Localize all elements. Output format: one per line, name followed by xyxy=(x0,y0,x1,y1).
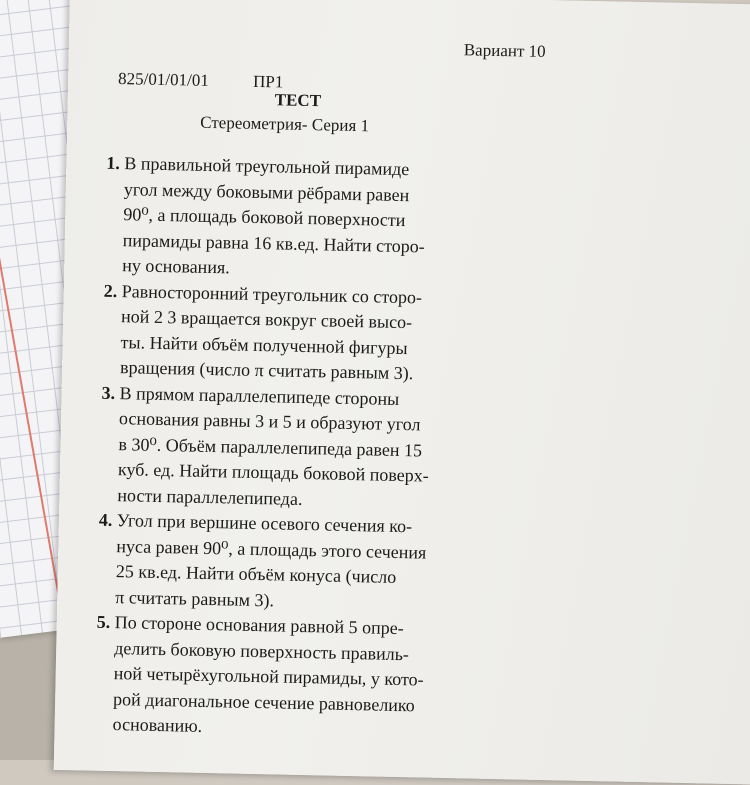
variant-label: Вариант 10 xyxy=(463,40,546,61)
problem-line: ной 2 3 вращается вокруг своей высо- xyxy=(120,306,413,333)
problem-line: ности параллелепипеда. xyxy=(117,484,303,509)
problem-item xyxy=(94,610,497,746)
problem-line: ты. Найти объём полученной фигуры xyxy=(120,331,408,358)
problem-text xyxy=(115,508,427,616)
problem-line: 90⁰, а площадь боковой поверхности xyxy=(123,204,406,231)
problem-line: основанию. xyxy=(112,714,203,736)
problem-line: вращения (число π считать равным 3). xyxy=(119,357,414,384)
problem-number: 1. xyxy=(106,152,121,174)
problem-number: 5. xyxy=(96,611,111,632)
problem-line: Угол при вершине осевого сечения ко- xyxy=(116,510,413,537)
problem-number: 4. xyxy=(98,509,113,531)
document-code: 825/01/01/01 xyxy=(117,69,210,90)
problem-item xyxy=(99,380,502,516)
problem-line: ну основания. xyxy=(122,255,230,278)
problem-text xyxy=(122,151,427,285)
problem-text xyxy=(120,279,422,387)
problem-line: В прямом параллелепипеде стороны xyxy=(119,382,400,409)
problem-text xyxy=(112,610,425,744)
problem-number: 3. xyxy=(101,382,116,403)
problem-item xyxy=(104,151,507,287)
problem-item xyxy=(97,508,499,618)
problem-line: Равносторонний треугольник со сторо- xyxy=(121,280,423,307)
problem-line: в 30⁰. Объём параллелепипеда равен 15 xyxy=(118,433,423,460)
problem-line: делить боковую поверхность правиль- xyxy=(114,637,410,664)
problem-list xyxy=(94,151,506,746)
problem-line: 25 кв.ед. Найти объём конуса (число xyxy=(115,561,397,587)
problem-line: пирамиды равна 16 кв.ед. Найти сторо- xyxy=(122,229,425,256)
problem-line: В правильной треугольной пирамиде xyxy=(124,153,410,180)
problem-number: 2. xyxy=(103,280,118,301)
test-sheet xyxy=(54,0,750,784)
problem-line: угол между боковыми рёбрами равен xyxy=(123,178,410,205)
page-subtitle: Стереометрия- Серия 1 xyxy=(200,112,370,136)
problem-line: π считать равным 3). xyxy=(115,586,275,610)
problem-line: По стороне основания равной 5 опре- xyxy=(114,612,404,639)
problem-line: основания равны 3 и 5 и образуют угол xyxy=(118,408,421,435)
problem-text xyxy=(117,381,430,515)
problem-line: ной четырёхугольной пирамиды, у кото- xyxy=(113,663,424,690)
problem-line: рой диагональное сечение равновелико xyxy=(112,688,415,715)
problem-line: нуса равен 90⁰, а площадь этого сечения xyxy=(116,535,427,563)
pr-label: ПР1 xyxy=(252,71,284,92)
page-title: ТЕСТ xyxy=(274,90,322,111)
problem-item xyxy=(102,278,504,388)
problem-line: куб. ед. Найти площадь боковой поверх- xyxy=(117,459,429,486)
